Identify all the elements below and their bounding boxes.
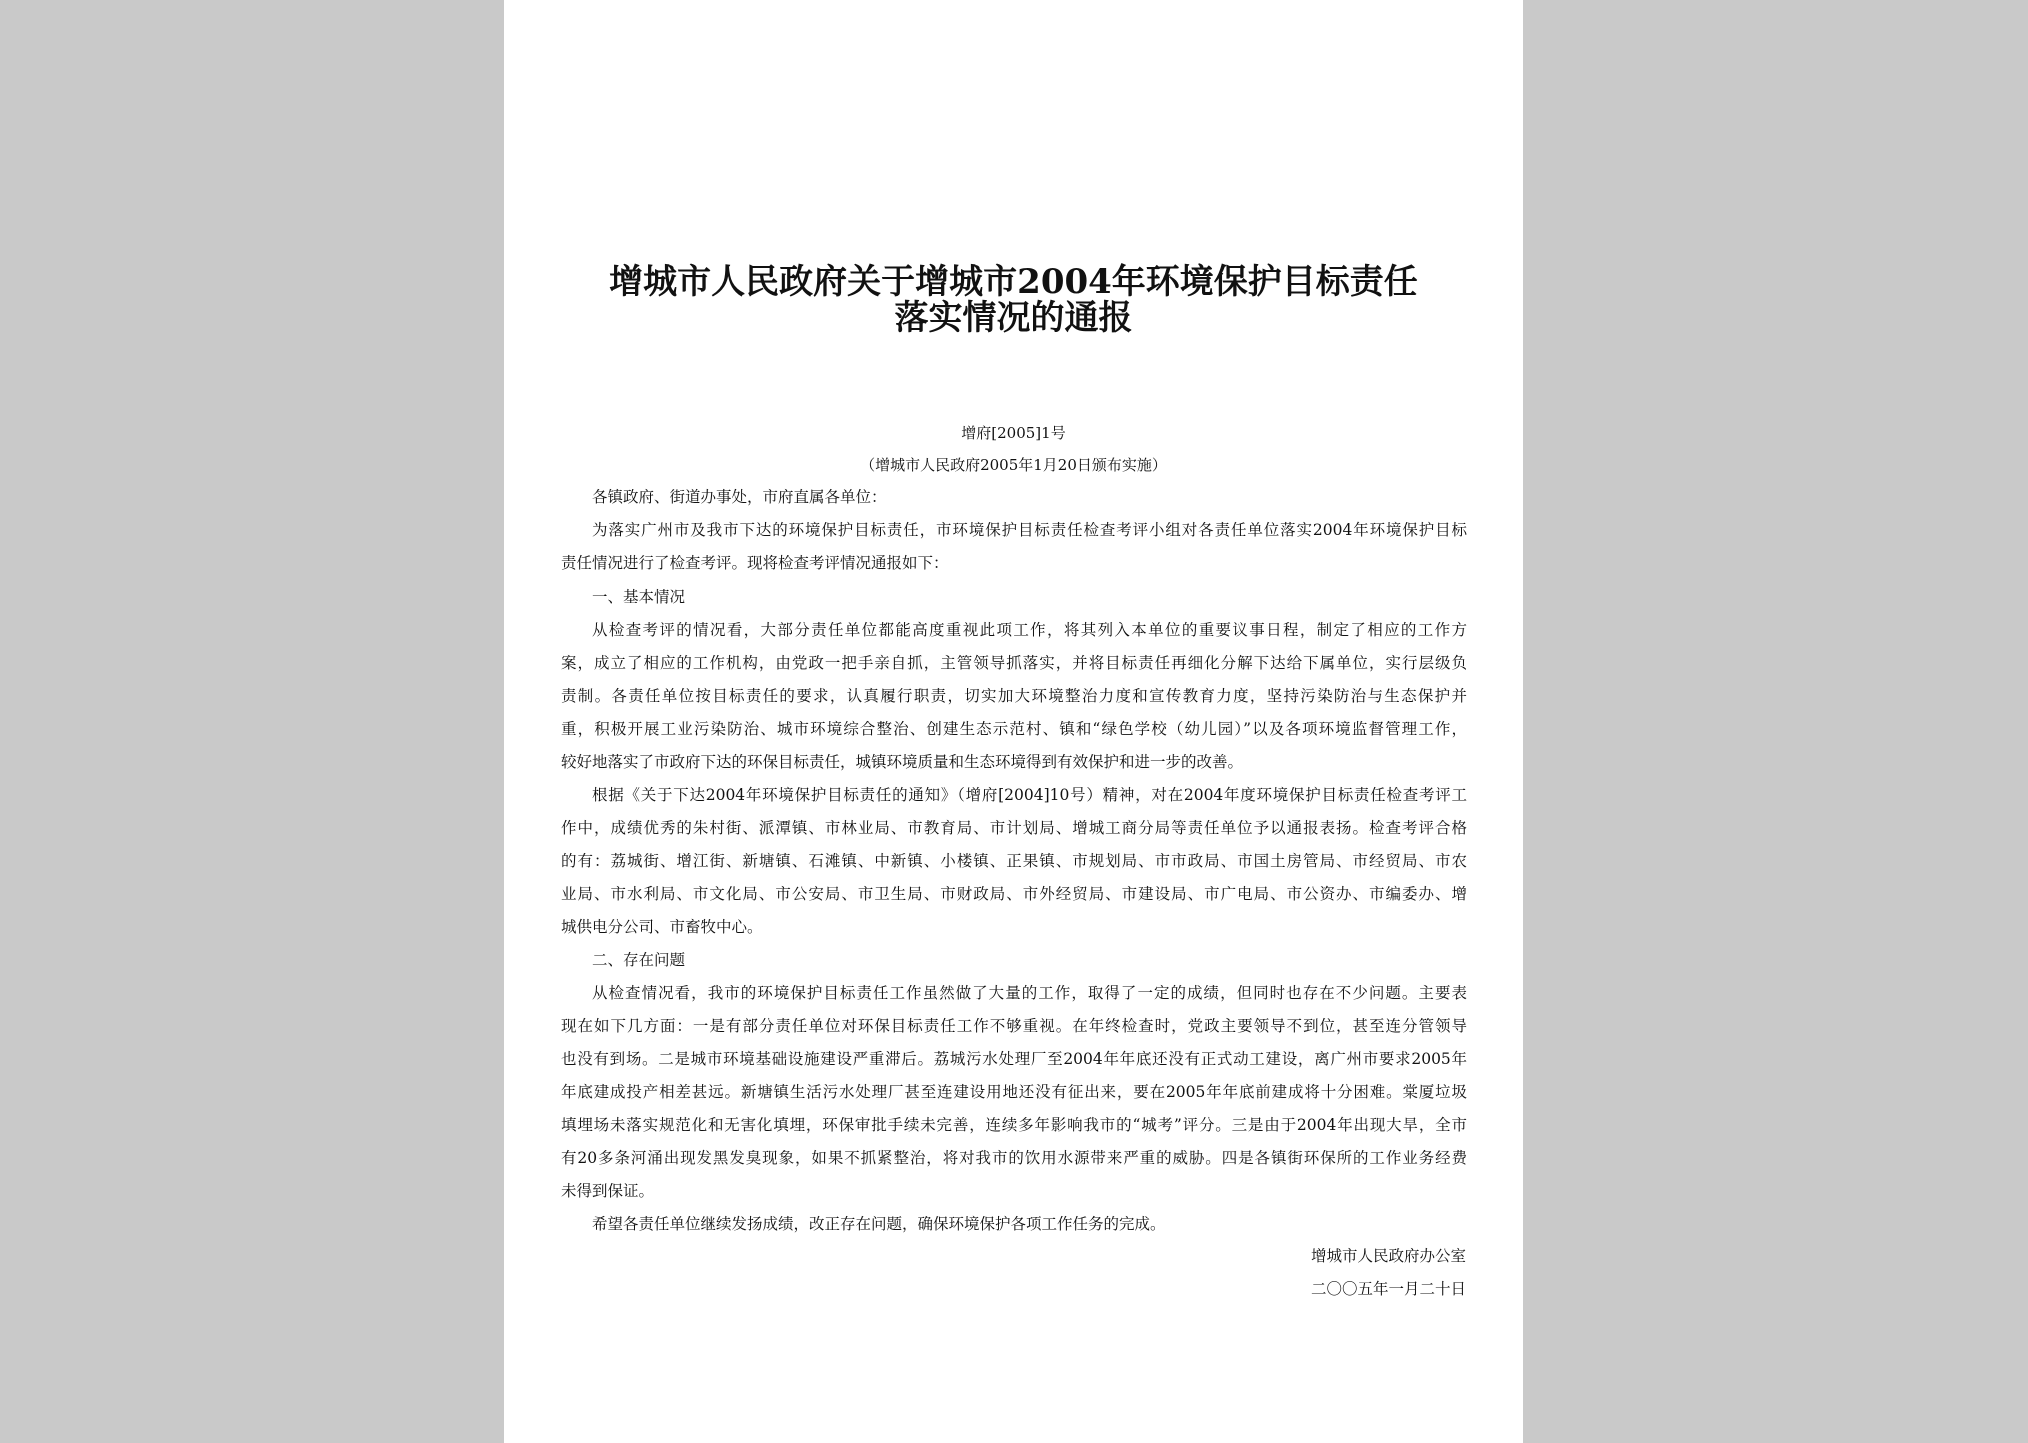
signature-organization: 增城市人民政府办公室 bbox=[1310, 1247, 1466, 1265]
body-line: 也没有到场。二是城市环境基础设施建设严重滞后。荔城污水处理厂至2004年年底还没有正式动工建设，离广州市要求2005年 bbox=[561, 1050, 1467, 1068]
body-line: 有20多条河涌出现发黑发臭现象，如果不抓紧整治，将对我市的饮用水源带来严重的威胁。四是各镇街环保所的工作业务经费 bbox=[561, 1149, 1467, 1167]
body-line: 责制。各责任单位按目标责任的要求，认真履行职责，切实加大环境整治力度和宣传教育力度，坚持污染防治与生态保护并 bbox=[561, 687, 1467, 705]
body-line: 城供电分公司、市畜牧中心。 bbox=[561, 918, 763, 936]
body-line: 从检查情况看，我市的环境保护目标责任工作虽然做了大量的工作，取得了一定的成绩，但同时也存在不少问题。主要表 bbox=[592, 984, 1467, 1002]
section-heading: 二、存在问题 bbox=[592, 951, 686, 969]
body-line: 年底建成投产相差甚远。新塘镇生活污水处理厂甚至连建设用地还没有征出来，要在2005年年底前建成将十分困难。棠厦垃圾 bbox=[561, 1083, 1467, 1101]
document-title-line-1: 增城市人民政府关于增城市2004年环境保护目标责任 bbox=[609, 262, 1418, 302]
document-title-line-2: 落实情况的通报 bbox=[894, 298, 1133, 338]
body-line: 从检查考评的情况看，大部分责任单位都能高度重视此项工作，将其列入本单位的重要议事日程，制定了相应的工作方 bbox=[592, 621, 1467, 639]
body-line: 根据《关于下达2004年环境保护目标责任的通知》（增府[2004]10号）精神，对在2004年度环境保护目标责任检查考评工 bbox=[592, 786, 1467, 804]
body-line: 案，成立了相应的工作机构，由党政一把手亲自抓，主管领导抓落实，并将目标责任再细化分解下达给下属单位，实行层级负 bbox=[561, 654, 1467, 672]
signature-date: 二〇〇五年一月二十日 bbox=[1310, 1280, 1466, 1298]
body-line: 希望各责任单位继续发扬成绩，改正存在问题，确保环境保护各项工作任务的完成。 bbox=[592, 1215, 1166, 1233]
body-line: 重，积极开展工业污染防治、城市环境综合整治、创建生态示范村、镇和“绿色学校（幼儿园）”以及各项环境监督管理工作， bbox=[561, 720, 1467, 738]
body-line: 填埋场未落实规范化和无害化填埋，环保审批手续未完善，连续多年影响我市的“城考”评分。三是由于2004年出现大旱，全市 bbox=[561, 1116, 1467, 1134]
section-heading: 一、基本情况 bbox=[592, 588, 686, 606]
body-line: 现在如下几方面：一是有部分责任单位对环保目标责任工作不够重视。在年终检查时，党政主要领导不到位，甚至连分管领导 bbox=[561, 1017, 1467, 1035]
body-line: 的有：荔城街、增江街、新塘镇、石滩镇、中新镇、小楼镇、正果镇、市规划局、市市政局、市国土房管局、市经贸局、市农 bbox=[561, 852, 1467, 870]
issued-date-note: （增城市人民政府2005年1月20日颁布实施） bbox=[860, 456, 1167, 474]
body-line: 未得到保证。 bbox=[561, 1182, 655, 1200]
document-page bbox=[504, 0, 1523, 1443]
recipient-line: 各镇政府、街道办事处，市府直属各单位： bbox=[592, 488, 887, 506]
document-number: 增府[2005]1号 bbox=[961, 424, 1066, 442]
body-line: 较好地落实了市政府下达的环保目标责任，城镇环境质量和生态环境得到有效保护和进一步的改善。 bbox=[561, 753, 1244, 771]
body-line: 为落实广州市及我市下达的环境保护目标责任，市环境保护目标责任检查考评小组对各责任单位落实2004年环境保护目标 bbox=[592, 521, 1467, 539]
body-line: 责任情况进行了检查考评。现将检查考评情况通报如下： bbox=[561, 554, 949, 572]
body-line: 业局、市水利局、市文化局、市公安局、市卫生局、市财政局、市外经贸局、市建设局、市广电局、市公资办、市编委办、增 bbox=[561, 885, 1467, 903]
body-line: 作中，成绩优秀的朱村街、派潭镇、市林业局、市教育局、市计划局、增城工商分局等责任单位予以通报表扬。检查考评合格 bbox=[561, 819, 1467, 837]
